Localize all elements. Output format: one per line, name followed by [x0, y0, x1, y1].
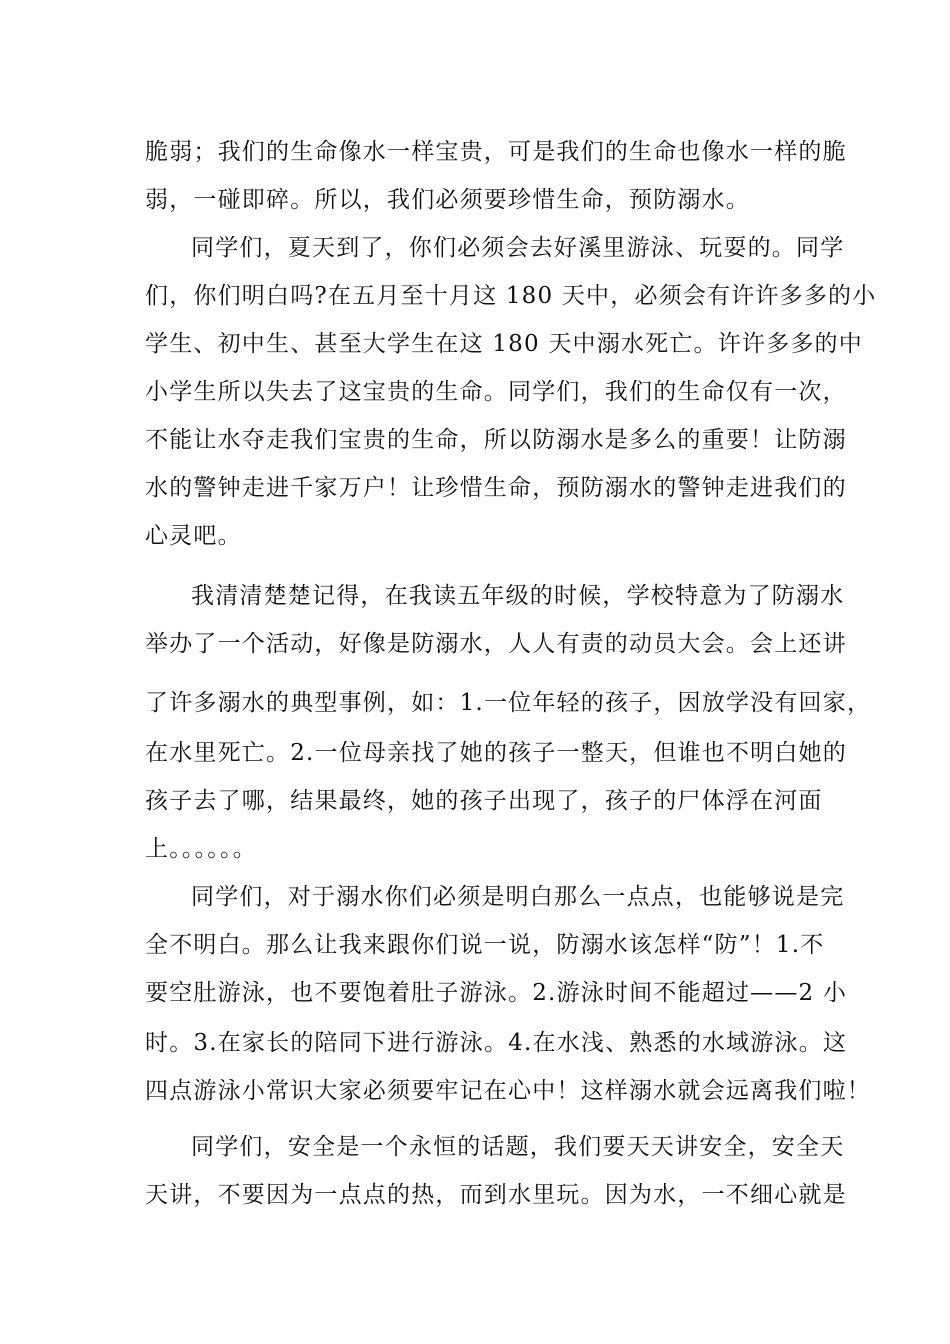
text-line: 上。。。。。。 — [145, 836, 257, 862]
text-line: 水的警钟走进千家万户！让珍惜生命，预防溺水的警钟走进我们的 — [145, 475, 847, 501]
text-line: 弱，一碰即碎。所以，我们必须要珍惜生命，预防溺水。 — [145, 187, 750, 213]
text-line: 们，你们明白吗?在五月至十月这 180 天中，必须会有许许多多的小 — [145, 283, 877, 309]
text-line: 脆弱；我们的生命像水一样宝贵，可是我们的生命也像水一样的脆 — [145, 139, 847, 165]
text-line: 四点游泳小常识大家必须要牢记在心中！这样溺水就会远离我们啦！ — [145, 1078, 871, 1104]
paragraph-first-line: 同学们，安全是一个永恒的话题，我们要天天讲安全，安全天 — [191, 1134, 845, 1160]
text-line: 全不明白。那么让我来跟你们说一说，防溺水该怎样“防”！1.不 — [145, 932, 825, 958]
text-line: 学生、初中生、甚至大学生在这 180 天中溺水死亡。许许多多的中 — [145, 331, 863, 357]
text-line: 小学生所以失去了这宝贵的生命。同学们，我们的生命仅有一次， — [145, 379, 847, 405]
text-line: 时。3.在家长的陪同下进行游泳。4.在水浅、熟悉的水域游泳。这 — [145, 1030, 848, 1056]
paragraph-first-line: 我清清楚楚记得，在我读五年级的时候，学校特意为了防溺水 — [191, 583, 845, 609]
text-line: 在水里死亡。2.一位母亲找了她的孩子一整天，但谁也不明白她的 — [145, 740, 847, 766]
text-line: 不能让水夺走我们宝贵的生命，所以防溺水是多么的重要！让防溺 — [145, 427, 847, 453]
paragraph-first-line: 同学们，夏天到了，你们必须会去好溪里游泳、玩耍的。同学 — [191, 235, 845, 261]
text-line: 举办了一个活动，好像是防溺水，人人有责的动员大会。会上还讲 — [145, 631, 847, 657]
text-line: 孩子去了哪，结果最终，她的孩子出现了，孩子的尸体浮在河面 — [145, 788, 823, 814]
paragraph-first-line: 同学们，对于溺水你们必须是明白那么一点点，也能够说是完 — [191, 884, 845, 910]
text-line: 心灵吧。 — [145, 523, 242, 549]
text-line: 要空肚游泳，也不要饱着肚子游泳。2.游泳时间不能超过——2 小 — [145, 980, 848, 1006]
text-line: 了许多溺水的典型事例，如：1.一位年轻的孩子，因放学没有回家， — [145, 690, 872, 716]
text-line: 天讲，不要因为一点点的热，而到水里玩。因为水，一不细心就是 — [145, 1182, 847, 1208]
